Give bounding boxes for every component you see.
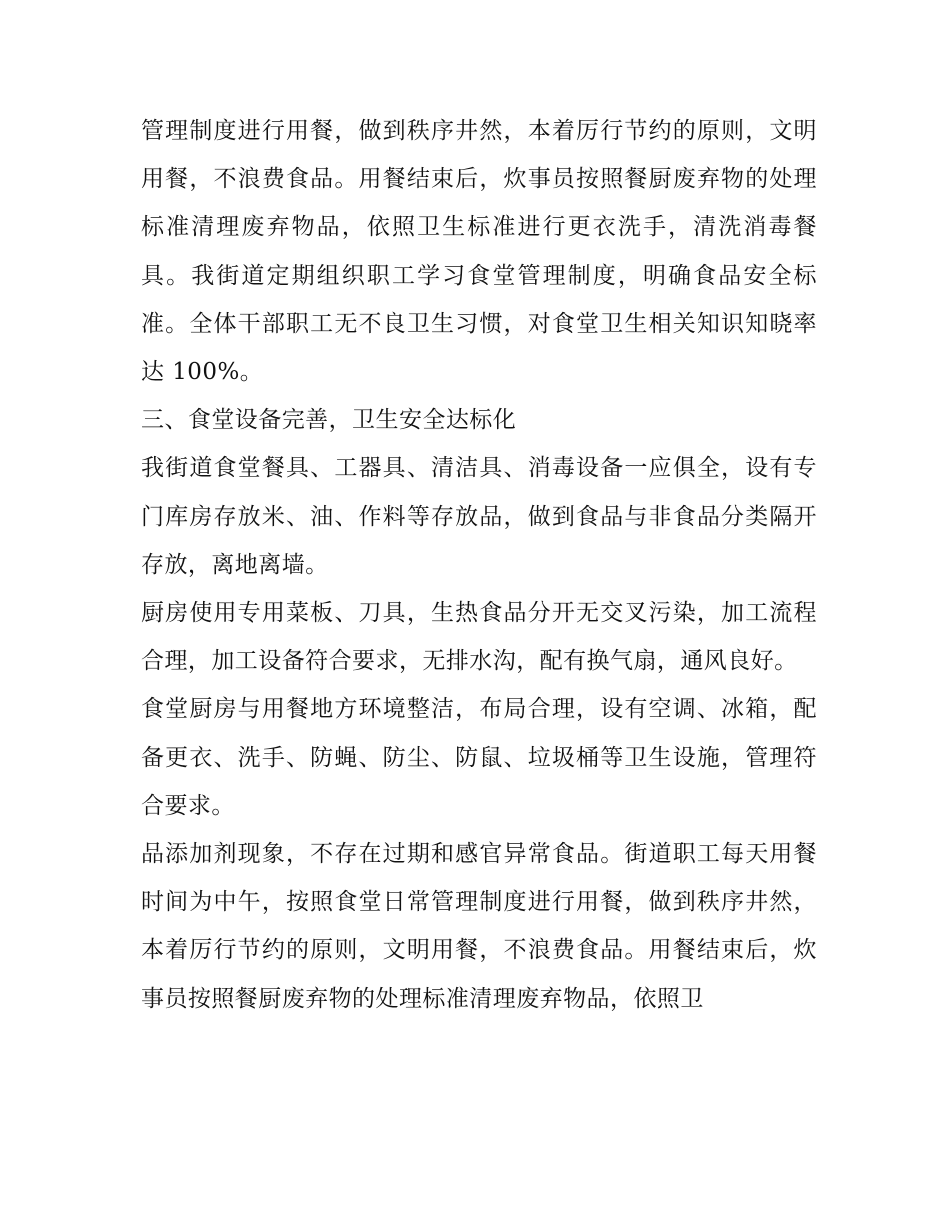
paragraph-food-safety-dining: 品添加剂现象，不存在过期和感官异常食品。街道职工每天用餐时间为中午，按照食堂日常管理制度进行用餐，做到秩序井然，本着厉行节约的原则，文明用餐，不浪费食品。用餐结束后，炊事员按照餐厨废弃物的处理标准清理废弃物品，依照卫 [141,841,817,1012]
paragraph-kitchen-tools: 厨房使用专用菜板、刀具，生热食品分开无交叉污染，加工流程合理，加工设备符合要求，无排水沟，配有换气扇，通风良好。 [141,600,817,675]
section-heading-equipment: 三、食堂设备完善，卫生安全达标化 [141,407,517,434]
paragraph-environment-facilities: 食堂厨房与用餐地方环境整洁，布局合理，设有空调、冰箱，配备更衣、洗手、防蝇、防尘、防鼠、垃圾桶等卫生设施，管理符合要求。 [141,696,817,819]
paragraph-canteen-rules-continued: 管理制度进行用餐，做到秩序井然，本着厉行节约的原则，文明用餐，不浪费食品。用餐结束后，炊事员按照餐厨废弃物的处理标准清理废弃物品，依照卫生标准进行更衣洗手，清洗消毒餐具。我街道定期组织职工学习食堂管理制度，明确食品安全标准。全体干部职工无不良卫生习惯，对食堂卫生相关知识知晓率达 100%。 [141,118,817,386]
paragraph-equipment-storage: 我街道食堂餐具、工器具、清洁具、消毒设备一应俱全，设有专门库房存放米、油、作料等存放品，做到食品与非食品分类隔开存放，离地离墙。 [141,455,817,578]
document-body [141,107,817,1023]
